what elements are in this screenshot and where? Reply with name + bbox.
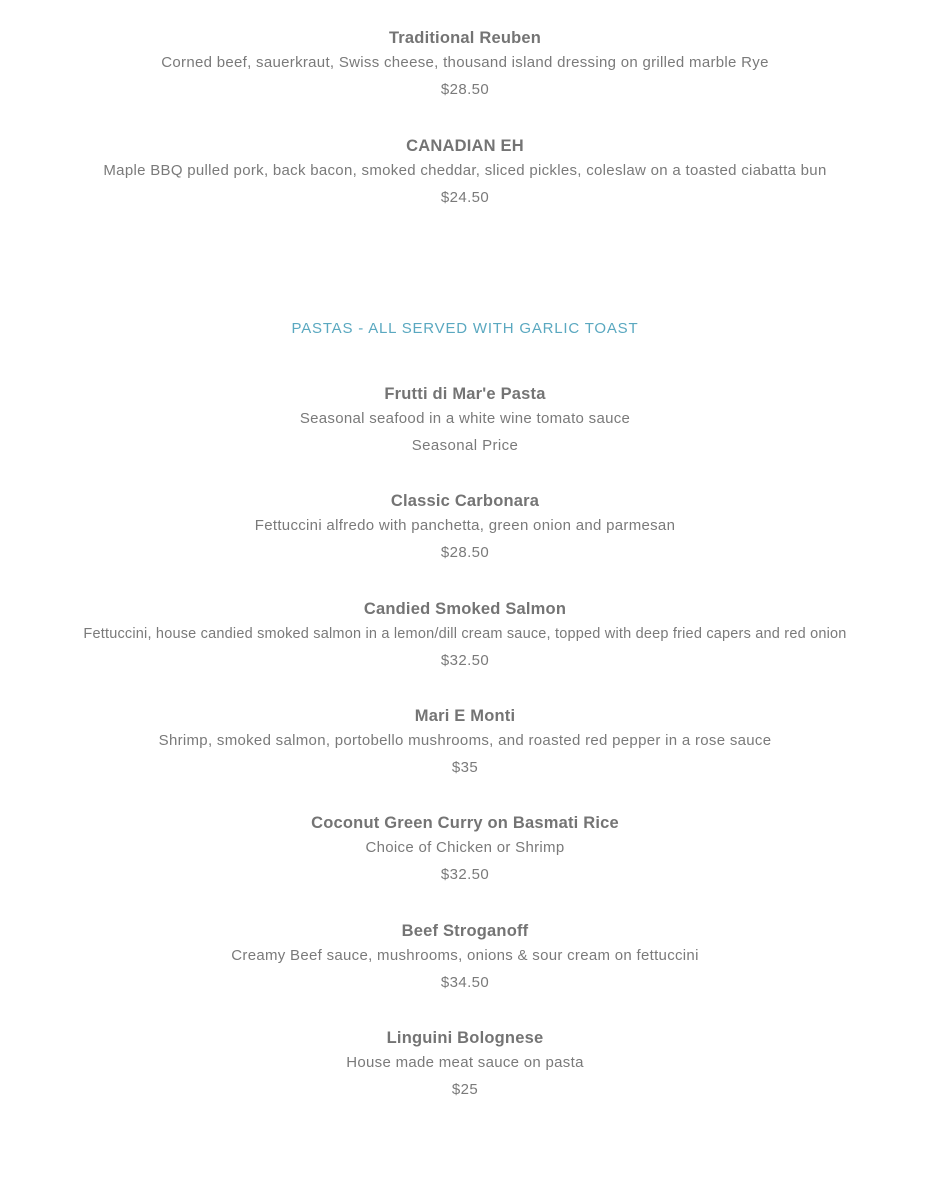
menu-item-name: Beef Stroganoff <box>401 922 529 940</box>
menu-item-coconut-green-curry <box>0 812 930 886</box>
menu-item-price: $25 <box>451 1081 479 1098</box>
menu-item-price: $35 <box>451 759 479 776</box>
menu-item-description: Choice of Chicken or Shrimp <box>365 839 565 856</box>
menu-item-canadian-eh <box>0 135 930 209</box>
menu-item-price: $32.50 <box>440 652 490 669</box>
menu-item-traditional-reuben <box>0 27 930 101</box>
menu-item-frutti-di-mare <box>0 383 930 457</box>
menu-item-description: Maple BBQ pulled pork, back bacon, smoked cheddar, sliced pickles, coleslaw on a toasted ciabatta bun <box>103 162 827 179</box>
menu-item-name: Traditional Reuben <box>388 29 542 47</box>
menu-item-name: Linguini Bolognese <box>386 1029 544 1047</box>
menu-item-name: Mari E Monti <box>414 707 516 725</box>
menu-item-description: Shrimp, smoked salmon, portobello mushrooms, and roasted red pepper in a rose sauce <box>158 732 772 749</box>
menu-item-description: Fettuccini alfredo with panchetta, green onion and parmesan <box>254 517 676 534</box>
menu-item-description: Fettuccini, house candied smoked salmon in a lemon/dill cream sauce, topped with deep fried capers and red onion <box>83 626 847 642</box>
menu-item-mari-e-monti <box>0 705 930 779</box>
menu-item-beef-stroganoff <box>0 920 930 994</box>
menu-item-name: Candied Smoked Salmon <box>363 600 567 618</box>
menu-item-price: $34.50 <box>440 974 490 991</box>
menu-item-price: $28.50 <box>440 544 490 561</box>
menu-item-name: Classic Carbonara <box>390 492 540 510</box>
menu-item-description: Creamy Beef sauce, mushrooms, onions & sour cream on fettuccini <box>231 947 699 964</box>
menu-item-price: $32.50 <box>440 866 490 883</box>
menu-item-candied-smoked-salmon <box>0 598 930 672</box>
menu-item-description: House made meat sauce on pasta <box>346 1054 584 1071</box>
menu-item-linguini-bolognese <box>0 1027 930 1101</box>
menu-item-name: CANADIAN EH <box>406 137 524 155</box>
menu-item-price: Seasonal Price <box>411 437 519 454</box>
menu-item-name: Coconut Green Curry on Basmati Rice <box>311 814 619 832</box>
menu-item-classic-carbonara <box>0 490 930 564</box>
menu-item-price: $28.50 <box>440 81 490 98</box>
menu-item-price: $24.50 <box>440 189 490 206</box>
menu-item-description: Seasonal seafood in a white wine tomato sauce <box>299 410 631 427</box>
menu-item-description: Corned beef, sauerkraut, Swiss cheese, thousand island dressing on grilled marble Rye <box>161 54 769 71</box>
section-heading-pastas: PASTAS - ALL SERVED WITH GARLIC TOAST <box>291 320 639 337</box>
menu-item-name: Frutti di Mar'e Pasta <box>384 385 546 403</box>
